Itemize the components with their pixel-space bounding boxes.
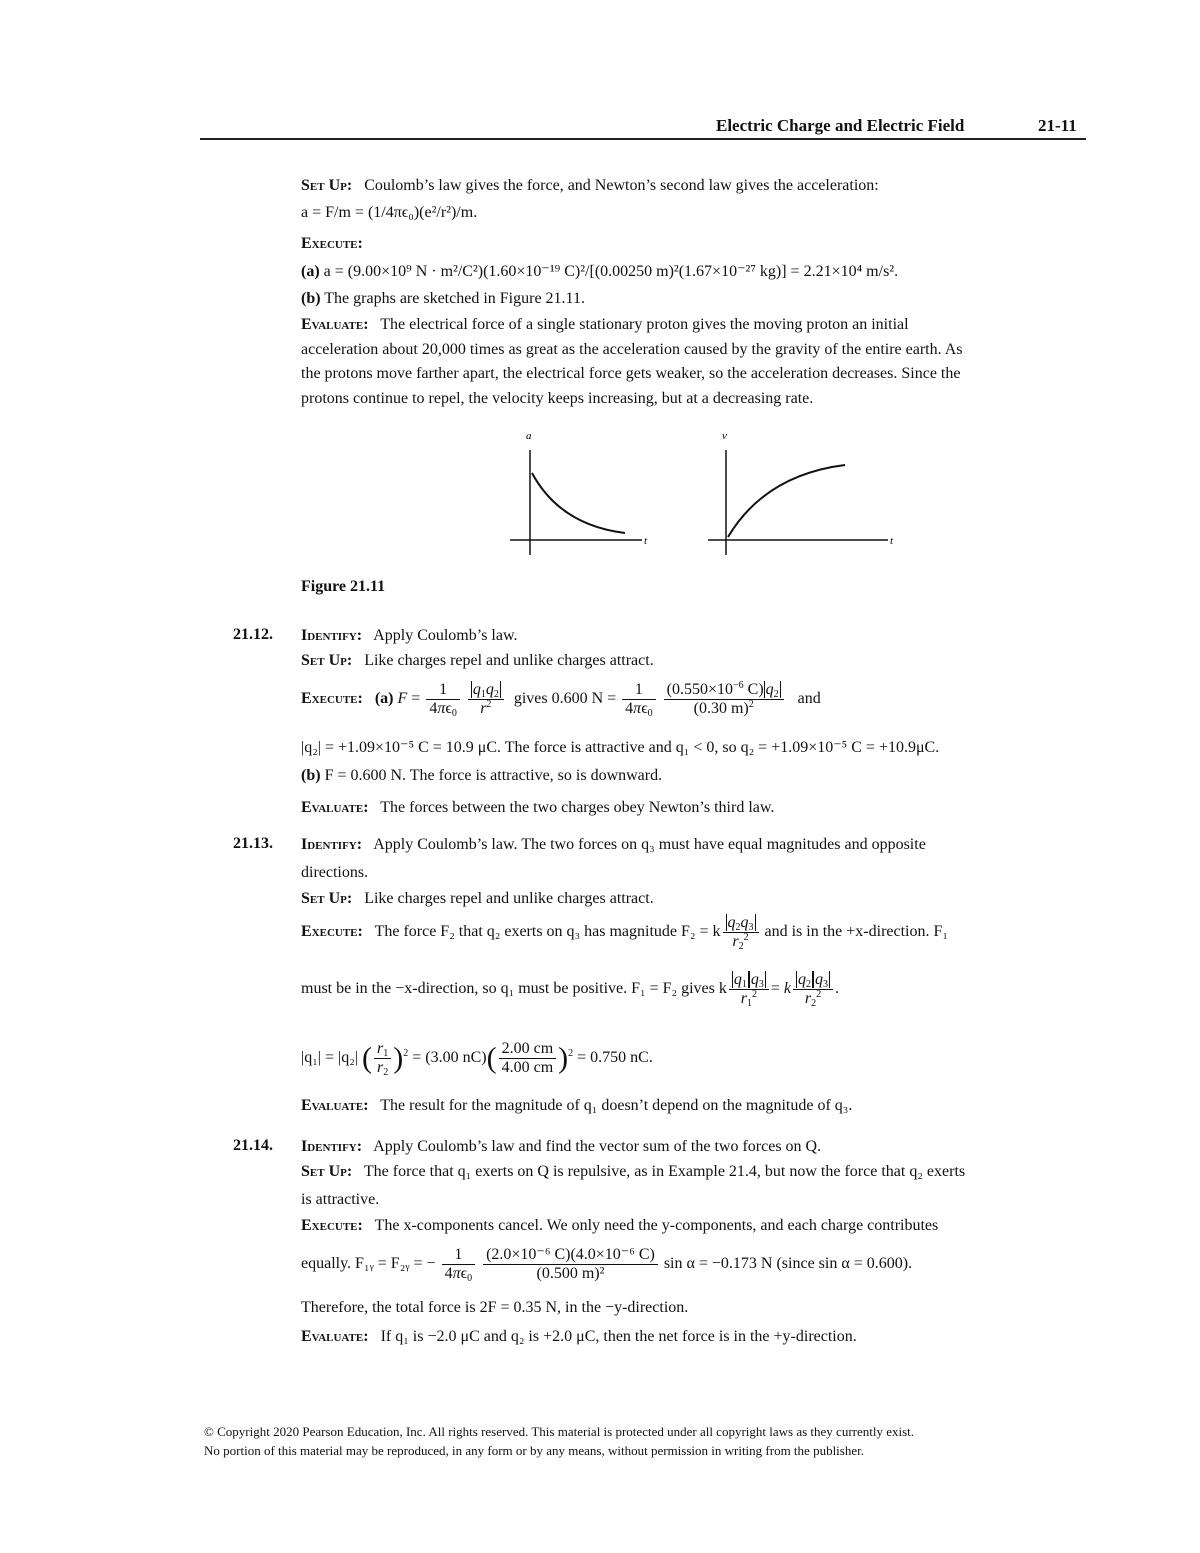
figure-21-11 bbox=[500, 425, 910, 575]
v-t-axis-label: t bbox=[890, 535, 894, 547]
setup-line-21-12: Set Up: Like charges repel and unlike charges attract. bbox=[301, 652, 654, 669]
header-rule bbox=[200, 138, 1086, 140]
identify-line-21-13: Identify: Apply Coulomb’s law. The two forces on q₃ must have equal magnitudes and opposite bbox=[301, 836, 926, 853]
numeric-fraction: $\frac{(0.550\times 10^{-6} C) q_2}{(0.30 m)^2}$ bbox=[664, 681, 784, 718]
problem-number-21-13: 21.13. bbox=[233, 835, 273, 852]
execute-line-21-12: Execute: (a) F = $\frac{1}{4\pi\epsilon_0}$ $\frac{q_1q_2}{r^2}$ gives 0.600 N = $\frac{1}{4\pi\epsilon_0}$ $\frac{(0.550\times 10^{-6} C) q_2}{(0.30 m)^2}$ and bbox=[301, 679, 821, 719]
and-text: and bbox=[797, 690, 821, 707]
setup-equation: a = F/m = (1/4πϵ₀)(e²/r²)/m. bbox=[301, 204, 478, 221]
part-b-label: (b) bbox=[301, 290, 321, 307]
execute-line-21-13: Execute: The force F₂ that q₂ exerts on q₃ has magnitude F₂ = k $\frac{q_2q_3}{r_2^2}$ and is in the +x-direction. F₁ bbox=[301, 913, 948, 952]
evaluate-line-4: protons continue to repel, the velocity keeps increasing, but at a decreasing rate. bbox=[301, 390, 814, 407]
part-b-line-21-12: (b) F = 0.600 N. The force is attractive, so is downward. bbox=[301, 767, 663, 784]
execute-line-21-14: Execute: The x-components cancel. We only need the y-components, and each charge contributes bbox=[301, 1217, 939, 1234]
setup-line bbox=[301, 176, 879, 196]
force-fraction-21-14: $\frac{\text{(2.0×10⁻⁶ C)(4.0×10⁻⁶ C)}}{\text{(0.500 m)²}}$ bbox=[483, 1246, 658, 1283]
acceleration-graph bbox=[510, 430, 648, 555]
part-b-line bbox=[301, 289, 585, 309]
acceleration-curve bbox=[532, 473, 625, 533]
q1q2-over-r2-fraction: $\frac{q_1q_2}{r^2}$ bbox=[468, 681, 504, 718]
coulomb-constant-fraction: $\frac{1}{4\pi\epsilon_0}$ bbox=[426, 681, 460, 718]
final-equation-21-13: |q₁| = |q₂| ( $\frac{r_1}{r_2}$ )$^2$ = (3.00 nC)( $\frac{2.00 cm}{4.00 cm}$ )$^2$ = 0.750 nC. bbox=[301, 1039, 653, 1078]
page-number: 21-11 bbox=[1038, 116, 1077, 135]
evaluate-line-1: Evaluate: The electrical force of a single stationary proton gives the moving proton an initial bbox=[301, 316, 909, 333]
part-a-label: (a) bbox=[301, 263, 320, 280]
evaluate-line-21-13: Evaluate: The result for the magnitude of q₁ doesn’t depend on the magnitude of q₃. bbox=[301, 1097, 853, 1114]
execute-line-2-21-13: must be in the −x-direction, so q₁ must be positive. F₁ = F₂ gives k $\frac{q_1 q_3}{r_1^2}$ = k $\frac{q_2 q_3}{r_2^2}$ . bbox=[301, 970, 840, 1009]
therefore-line-21-14: Therefore, the total force is 2F = 0.35 N, in the −y-direction. bbox=[301, 1299, 689, 1316]
a-axis-label: a bbox=[526, 430, 532, 442]
identify-line-21-14: Identify: Apply Coulomb’s law and find the vector sum of the two forces on Q. bbox=[301, 1138, 822, 1155]
running-header-title: Electric Charge and Electric Field bbox=[716, 116, 965, 135]
v-axis-label: v bbox=[722, 430, 727, 442]
setup-line-2-21-14: is attractive. bbox=[301, 1191, 380, 1208]
setup-text: Coulomb’s law gives the force, and Newton’s second law gives the acceleration: bbox=[364, 177, 879, 194]
problem-number-21-12: 21.12. bbox=[233, 626, 273, 643]
part-a-equation bbox=[301, 262, 898, 282]
evaluate-label: Evaluate: bbox=[301, 316, 369, 333]
copyright-line-2: No portion of this material may be reproduced, in any form or by any means, without permission in writing from the publisher. bbox=[204, 1443, 864, 1458]
identify-line-2-21-13: directions. bbox=[301, 864, 369, 881]
a-t-axis-label: t bbox=[644, 535, 648, 547]
acceleration-equation: a = (9.00×10⁹ N · m²/C²)(1.60×10⁻¹⁹ C)²/[(0.00250 m)²(1.67×10⁻²⁷ kg)] = 2.21×10⁴ m/s². bbox=[323, 263, 899, 280]
setup-line-21-14: Set Up: The force that q₁ exerts on Q is repulsive, as in Example 21.4, but now the force that q₂ exerts bbox=[301, 1163, 966, 1180]
identify-line-21-12: Identify: Apply Coulomb’s law. bbox=[301, 627, 518, 644]
result-line-21-12: |q₂| = +1.09×10⁻⁵ C = 10.9 μC. The force is attractive and q₁ < 0, so q₂ = +1.09×10⁻⁵ C = +10.9μC. bbox=[301, 739, 940, 756]
evaluate-line-2: acceleration about 20,000 times as great as the acceleration caused by the gravity of the entire earth. As bbox=[301, 341, 963, 358]
gives-text: gives 0.600 N = bbox=[513, 690, 617, 707]
evaluate-line-21-12: Evaluate: The forces between the two charges obey Newton’s third law. bbox=[301, 799, 775, 816]
setup-line-21-13: Set Up: Like charges repel and unlike charges attract. bbox=[301, 890, 654, 907]
problem-number-21-14: 21.14. bbox=[233, 1137, 273, 1154]
evaluate-line-21-14: Evaluate: If q₁ is −2.0 μC and q₂ is +2.0 μC, then the net force is in the +y-direction. bbox=[301, 1328, 857, 1345]
execute-label: Execute: bbox=[301, 235, 363, 252]
evaluate-line-3: the protons move farther apart, the electrical force gets weaker, so the acceleration decreases. Since the bbox=[301, 365, 961, 382]
part-b-text: The graphs are sketched in Figure 21.11. bbox=[324, 290, 585, 307]
equally-line-21-14: equally. F₁ᵧ = F₂ᵧ = − $\frac{1}{4\pi\epsilon_0}$ $\frac{\text{(2.0×10⁻⁶ C)(4.0×10⁻⁶ C)}}{\text{(0.500 m)²}}$ sin α = −0.173 N (since sin α = 0.600). bbox=[301, 1245, 913, 1284]
setup-label: Set Up: bbox=[301, 177, 353, 194]
velocity-graph bbox=[708, 430, 894, 555]
q2q3-over-r2-fraction: $\frac{q_2q_3}{r_2^2}$ bbox=[723, 914, 759, 951]
copyright-line-1: © Copyright 2020 Pearson Education, Inc. All rights reserved. This material is protected under all copyright laws as they currently exist. bbox=[204, 1424, 915, 1439]
figure-caption: Figure 21.11 bbox=[301, 578, 386, 595]
velocity-curve bbox=[728, 465, 845, 537]
